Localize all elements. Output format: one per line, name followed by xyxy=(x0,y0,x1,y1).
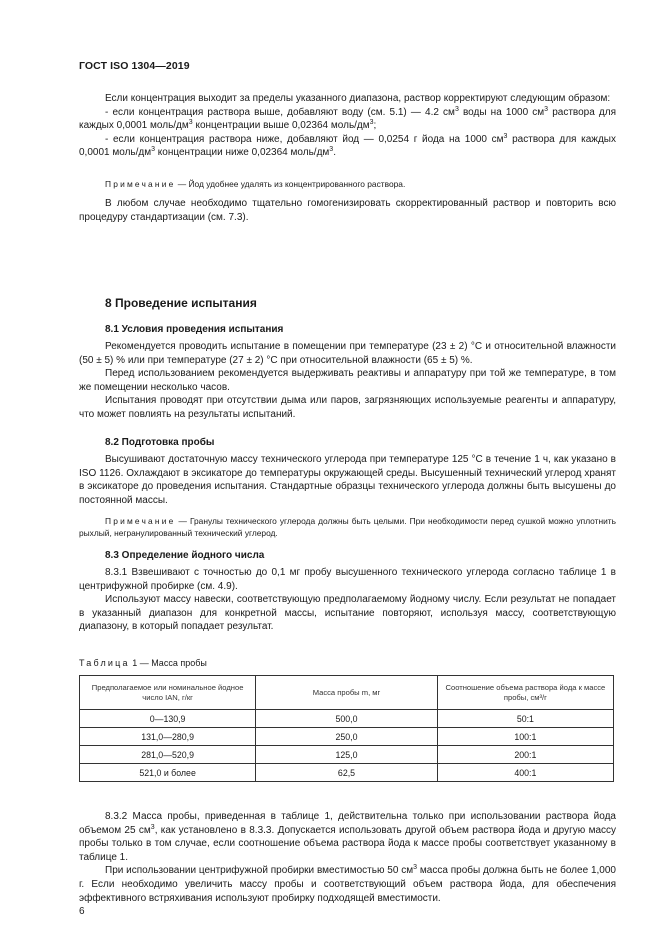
table-cell: 281,0—520,9 xyxy=(80,746,256,764)
section-8-title: 8 Проведение испытания xyxy=(105,296,257,310)
table-header-row xyxy=(80,676,614,710)
note-label: Примечание xyxy=(105,179,176,189)
section-8-2-note: Примечание — Гранулы технического углерода должны быть целыми. При необходимости перед сушкой можно уплотнить рыхлый, негранулированный технический углерод. xyxy=(79,516,616,538)
paragraph: 8.3.2 Масса пробы, приведенная в таблице 1, действительна только при использовании раствора йода объемом 25 $см^3$, как установлено в 8.3.3. Допускается использовать другой объем раствора йода и другую массу пробы только в том случае, если соотношение объема раствора йода к массе пробы соответствует указанному в таблице 1. xyxy=(79,811,617,863)
paragraph: Перед использованием рекомендуется выдерживать реактивы и аппаратуру при той же температуре, в том же помещении несколько часов. xyxy=(79,368,616,393)
intro-final-block xyxy=(79,197,616,224)
section-8-3-body xyxy=(79,566,616,634)
section-8-3-title: 8.3 Определение йодного числа xyxy=(105,550,265,561)
bullet-lower-concentration: - если концентрация раствора ниже, добавляют йод — 0,0254 г йода на 1000 $см^3$ раствора для каждых 0,0001 моль/$дм^3$ концентрации ниже 0,02364 моль/$дм^3$. xyxy=(79,132,616,159)
section-8-1-body xyxy=(79,340,616,422)
table-cell: 500,0 xyxy=(256,710,438,728)
intro-note: Примечание — Йод удобнее удалять из концентрированного раствора. xyxy=(105,179,406,189)
intro-block xyxy=(79,92,616,160)
table-row xyxy=(80,746,614,764)
table-cell: 400:1 xyxy=(437,764,613,782)
note-label: Примечание xyxy=(105,516,176,526)
bullet-higher-concentration: - если концентрация раствора выше, добавляют воду (см. 5.1) — 4.2 $см^3$ воды на 1000 $см^3$ раствора для каждых 0,0001 моль/$дм^3$ концентрации выше 0,02364 моль/$дм^3$; xyxy=(79,105,616,132)
intro-final-paragraph: В любом случае необходимо тщательно гомогенизировать скорректированный раствор и повторить всю процедуру стандартизации (см. 7.3). xyxy=(79,198,616,223)
sample-mass-table xyxy=(79,675,614,782)
table-cell: 50:1 xyxy=(437,710,613,728)
paragraph: Рекомендуется проводить испытание в помещении при температуре (23 ± 2) °С и относительной влажности (50 ± 5) % или при температуре (27 ± 2) °С при относительной влажности (65 ± 5) %. xyxy=(79,341,616,366)
document-header: ГОСТ ISO 1304—2019 xyxy=(79,60,190,72)
column-header: Масса пробы m, мг xyxy=(256,676,438,710)
paragraph: Используют массу навески, соответствующую предполагаемому йодному числу. Если результат не попадает в указанный диапазон для конкретной массы, испытание повторяют, используя массу, соответствующую диапазону, в который попадает результат. xyxy=(79,594,616,633)
section-8-1-title: 8.1 Условия проведения испытания xyxy=(105,324,284,335)
section-8-3-2-body xyxy=(79,810,616,905)
table-cell: 200:1 xyxy=(437,746,613,764)
table-cell: 250,0 xyxy=(256,728,438,746)
table-cell: 521,0 и более xyxy=(80,764,256,782)
table-cell: 125,0 xyxy=(256,746,438,764)
table-row xyxy=(80,728,614,746)
table-caption: Таблица 1 — Масса пробы xyxy=(79,658,207,668)
table-row xyxy=(80,764,614,782)
paragraph: Испытания проводят при отсутствии дыма или паров, загрязняющих используемые реагенты и аппаратуру, что может повлиять на результаты испытаний. xyxy=(79,395,616,420)
paragraph: 8.3.1 Взвешивают с точностью до 0,1 мг пробу высушенного технического углерода согласно таблице 1 в центрифужной пробирке (см. 4.9). xyxy=(79,567,616,592)
intro-paragraph: Если концентрация выходит за пределы указанного диапазона, раствор корректируют следующим образом: xyxy=(105,93,611,104)
section-8-2-title: 8.2 Подготовка пробы xyxy=(105,437,215,448)
table-row xyxy=(80,710,614,728)
table-cell: 131,0—280,9 xyxy=(80,728,256,746)
column-header: Предполагаемое или номинальное йодное число IAN, г/кг xyxy=(80,676,256,710)
table-cell: 100:1 xyxy=(437,728,613,746)
table-cell: 62,5 xyxy=(256,764,438,782)
page-number: 6 xyxy=(79,906,85,917)
section-8-2-body xyxy=(79,453,616,507)
paragraph: При использовании центрифужной пробирки вместимостью 50 $см^3$ масса пробы должна быть не более 1,000 г. Если необходимо увеличить массу пробы и соответствующий объем раствора йода, для обеспечения эффективного встряхивания используют пробирку подходящей вместимости. xyxy=(79,864,616,904)
column-header: Соотношение объема раствора йода к массе пробы, см³/г xyxy=(437,676,613,710)
paragraph: Высушивают достаточную массу технического углерода при температуре 125 °С в течение 1 ч, как указано в ISO 1126. Охлаждают в эксикаторе до температуры окружающей среды. Высушенный технический углерод хранят в эксикаторе до проведения испытания. Стандартные образцы технического углерода должны быть высушены до постоянной массы. xyxy=(79,454,616,506)
table-cell: 0—130,9 xyxy=(80,710,256,728)
